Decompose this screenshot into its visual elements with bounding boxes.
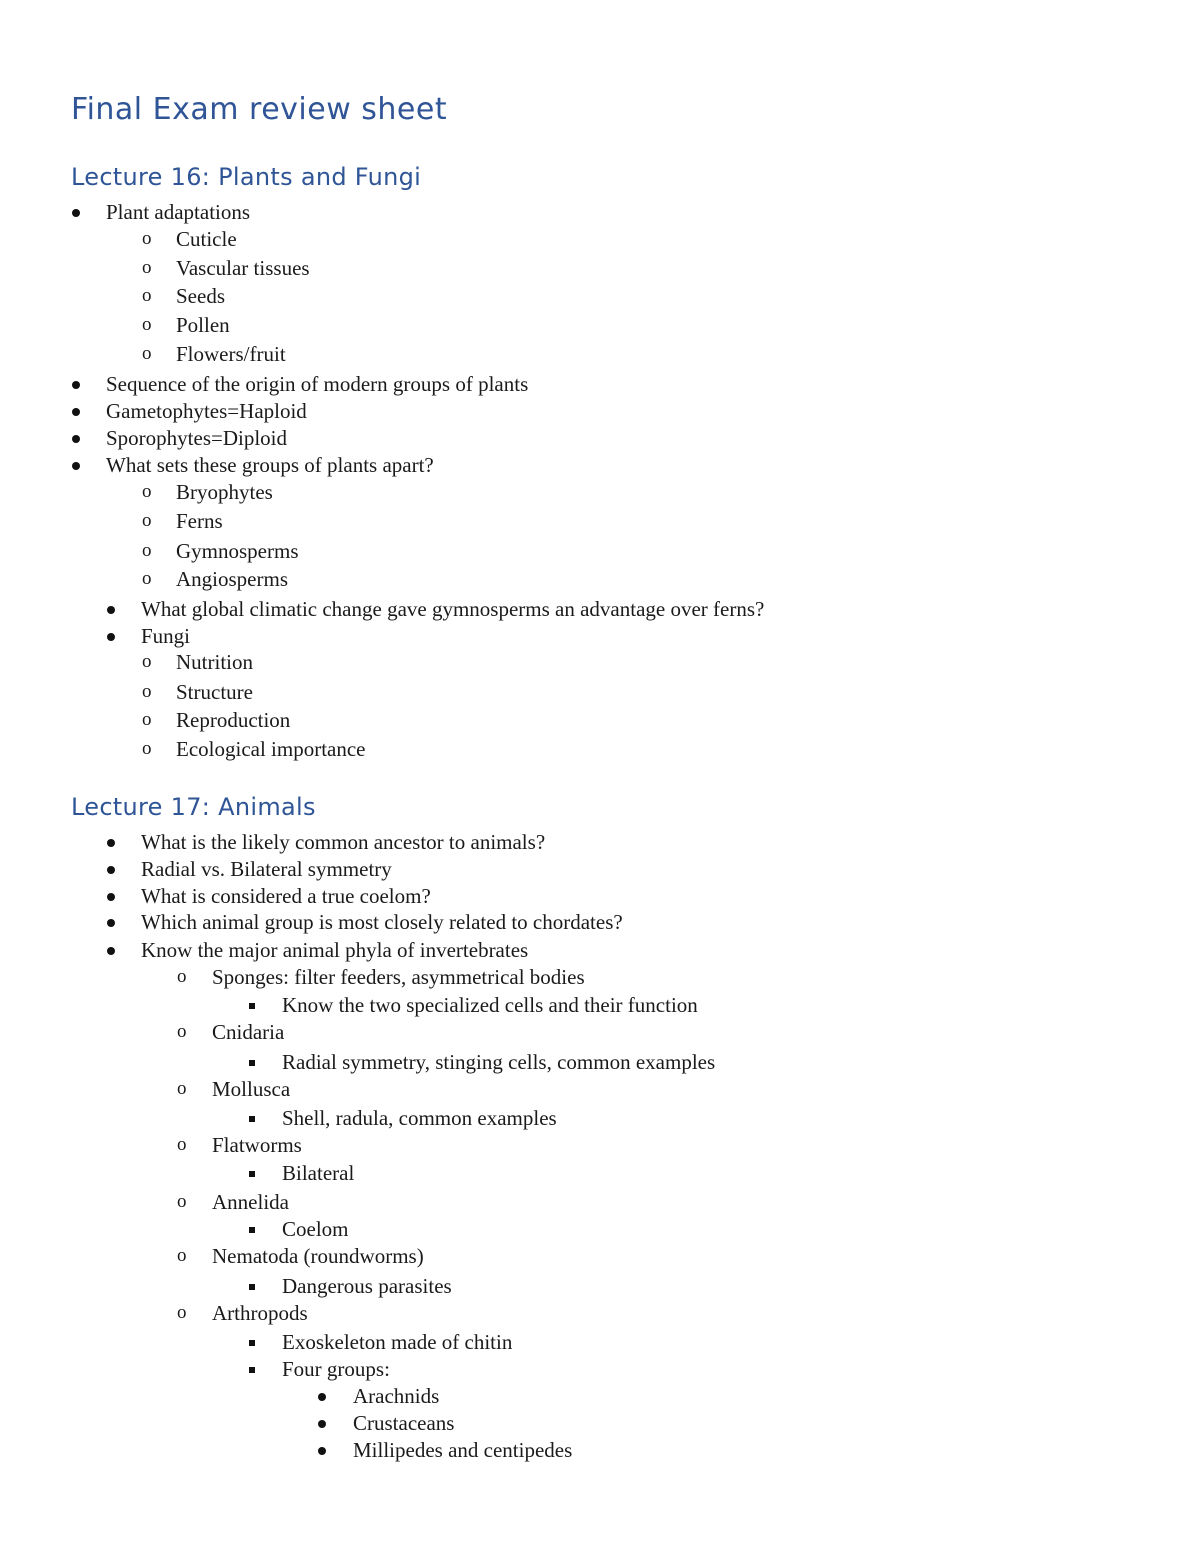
bullet-icon [318, 1420, 326, 1428]
list-item-text: Millipedes and centipedes [353, 1438, 573, 1462]
hollow-bullet-icon: o [142, 568, 152, 589]
bullet-icon [72, 209, 80, 217]
bullet-icon [318, 1447, 326, 1455]
list-item-text: Bilateral [282, 1161, 355, 1185]
list-item-text: Radial symmetry, stinging cells, common examples [282, 1050, 716, 1074]
bullet-icon [72, 408, 80, 416]
hollow-bullet-icon: o [142, 285, 152, 306]
hollow-bullet-icon: o [142, 510, 152, 531]
list-item-text: Flatworms [212, 1133, 302, 1157]
list-item-text: Sporophytes=Diploid [106, 426, 288, 450]
list-item-text: Dangerous parasites [282, 1274, 452, 1298]
list-item-text: Nematoda (roundworms) [212, 1244, 424, 1268]
list-item-text: Cnidaria [212, 1020, 285, 1044]
list-item-text: Cuticle [176, 227, 237, 251]
list-item-text: Annelida [212, 1190, 289, 1214]
bullet-icon [72, 435, 80, 443]
hollow-bullet-icon: o [177, 1302, 187, 1323]
hollow-bullet-icon: o [177, 1245, 187, 1266]
list-item-text: Seeds [176, 284, 225, 308]
square-bullet-icon [249, 1284, 255, 1290]
hollow-bullet-icon: o [142, 709, 152, 730]
list-item-text: Plant adaptations [106, 200, 251, 224]
bullet-icon [107, 947, 115, 955]
square-bullet-icon [249, 1003, 255, 1009]
list-item-text: Structure [176, 680, 253, 704]
hollow-bullet-icon: o [142, 257, 152, 278]
list-item-text: What is considered a true coelom? [141, 884, 431, 908]
list-item-text: Nutrition [176, 650, 253, 674]
list-item-text: Exoskeleton made of chitin [282, 1330, 513, 1354]
hollow-bullet-icon: o [142, 540, 152, 561]
bullet-icon [107, 919, 115, 927]
list-item-text: Arachnids [353, 1384, 440, 1408]
list-item-text: What is the likely common ancestor to animals? [141, 830, 546, 854]
list-item-text: Which animal group is most closely related to chordates? [141, 910, 623, 934]
square-bullet-icon [249, 1060, 255, 1066]
list-item-text: Ferns [176, 509, 223, 533]
bullet-icon [72, 462, 80, 470]
list-item-text: Crustaceans [353, 1411, 455, 1435]
square-bullet-icon [249, 1340, 255, 1346]
list-item-text: Radial vs. Bilateral symmetry [141, 857, 392, 881]
hollow-bullet-icon: o [142, 681, 152, 702]
bullet-icon [107, 893, 115, 901]
list-item-text: Gametophytes=Haploid [106, 399, 307, 423]
list-item-text: Ecological importance [176, 737, 366, 761]
bullet-icon [107, 606, 115, 614]
list-item-text: Coelom [282, 1217, 349, 1241]
list-item-text: Know the major animal phyla of invertebrates [141, 938, 529, 962]
list-item-text: Sequence of the origin of modern groups of plants [106, 372, 529, 396]
list-item-text: Arthropods [212, 1301, 308, 1325]
bullet-icon [107, 633, 115, 641]
section-heading: Lecture 17: Animals [71, 793, 316, 821]
square-bullet-icon [249, 1227, 255, 1233]
hollow-bullet-icon: o [177, 1078, 187, 1099]
list-item-text: Sponges: filter feeders, asymmetrical bodies [212, 965, 585, 989]
hollow-bullet-icon: o [177, 1134, 187, 1155]
list-item-text: Mollusca [212, 1077, 291, 1101]
square-bullet-icon [249, 1116, 255, 1122]
hollow-bullet-icon: o [142, 314, 152, 335]
list-item-text: Fungi [141, 624, 191, 648]
hollow-bullet-icon: o [177, 1191, 187, 1212]
page-title: Final Exam review sheet [71, 92, 448, 127]
list-item-text: Know the two specialized cells and their function [282, 993, 698, 1017]
list-item-text: Pollen [176, 313, 230, 337]
list-item-text: Shell, radula, common examples [282, 1106, 557, 1130]
section-heading: Lecture 16: Plants and Fungi [71, 163, 422, 191]
hollow-bullet-icon: o [177, 966, 187, 987]
bullet-icon [72, 381, 80, 389]
hollow-bullet-icon: o [142, 651, 152, 672]
list-item-text: Flowers/fruit [176, 342, 286, 366]
list-item-text: Four groups: [282, 1357, 390, 1381]
hollow-bullet-icon: o [142, 738, 152, 759]
list-item-text: Bryophytes [176, 480, 273, 504]
square-bullet-icon [249, 1367, 255, 1373]
hollow-bullet-icon: o [177, 1021, 187, 1042]
list-item-text: Angiosperms [176, 567, 288, 591]
hollow-bullet-icon: o [142, 481, 152, 502]
list-item-text: Reproduction [176, 708, 291, 732]
list-item-text: Vascular tissues [176, 256, 310, 280]
hollow-bullet-icon: o [142, 343, 152, 364]
bullet-icon [107, 839, 115, 847]
square-bullet-icon [249, 1171, 255, 1177]
bullet-icon [107, 866, 115, 874]
list-item-text: What global climatic change gave gymnosperms an advantage over ferns? [141, 597, 765, 621]
list-item-text: Gymnosperms [176, 539, 299, 563]
list-item-text: What sets these groups of plants apart? [106, 453, 434, 477]
bullet-icon [318, 1393, 326, 1401]
hollow-bullet-icon: o [142, 228, 152, 249]
